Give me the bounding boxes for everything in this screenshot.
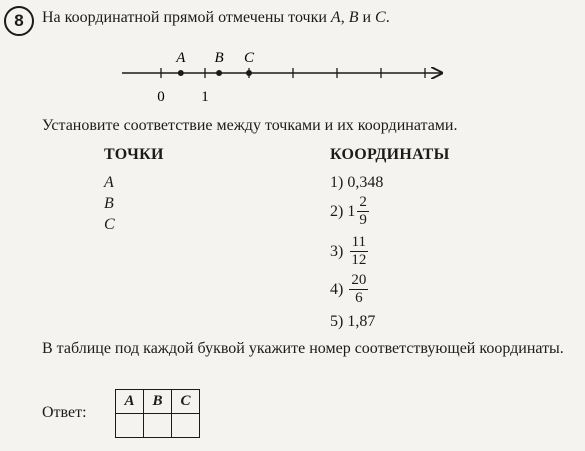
answer-header-c: C (172, 390, 200, 414)
coord-option-3-fraction (349, 234, 368, 269)
coord-option-2-label: 2) (330, 202, 344, 220)
task-point-a: A (330, 9, 341, 26)
answer-table-input-row (116, 414, 200, 438)
tick-label-1: 1 (201, 89, 209, 105)
task-sep2: и (358, 9, 376, 26)
coord-option-1-label: 1) (330, 174, 344, 191)
coord-option-5-value: 1,87 (347, 313, 376, 330)
number-line (120, 45, 460, 107)
number-line-tick-labels (157, 89, 209, 105)
coord-option-3-numerator: 11 (351, 234, 367, 250)
point-marker-b (216, 70, 222, 76)
answer-cell-b[interactable] (144, 414, 172, 438)
task-sep1: , (340, 9, 349, 26)
answer-header-b: B (144, 390, 172, 414)
coord-option-2-denominator: 9 (359, 212, 367, 228)
point-label-c: C (243, 50, 255, 66)
coord-option-2-fraction (357, 194, 369, 229)
coord-option-5 (330, 313, 375, 331)
coord-option-5-label: 5) (330, 313, 344, 330)
answer-label: Ответ: (42, 404, 87, 421)
task-point-b: B (348, 9, 359, 26)
coord-option-2-numerator: 2 (359, 194, 367, 210)
coord-option-4-fraction (349, 272, 368, 307)
coord-option-3-denominator: 12 (351, 252, 367, 268)
coord-option-4 (330, 272, 368, 307)
answer-table-header-row (116, 390, 200, 414)
answer-cell-c[interactable] (172, 414, 200, 438)
point-item-c: C (104, 216, 115, 233)
coord-option-3-label: 3) (330, 242, 344, 260)
coord-option-3 (330, 234, 368, 269)
point-item-a: A (104, 174, 114, 191)
task-end: . (385, 9, 390, 26)
bottom-instruction: В таблице под каждой буквой укажите номер соответствующей координаты. (42, 340, 564, 357)
points-header: ТОЧКИ (104, 146, 164, 163)
instruction: Установите соответствие между точками и их координатами. (42, 117, 458, 134)
answer-cell-a[interactable] (116, 414, 144, 438)
point-marker-a (178, 70, 184, 76)
coord-option-1 (330, 174, 383, 192)
task-point-c: C (375, 9, 386, 26)
answer-header-a: A (116, 390, 144, 414)
point-label-b: B (214, 50, 224, 66)
point-marker-c (246, 70, 252, 76)
task-text: На координатной прямой отмечены точки (42, 9, 331, 26)
tick-label-0: 0 (157, 89, 165, 105)
task-statement (42, 9, 390, 27)
coord-option-4-denominator: 6 (355, 290, 363, 306)
coord-option-2-whole: 1 (347, 202, 356, 220)
coord-option-4-numerator: 20 (351, 272, 367, 288)
coord-option-2 (330, 194, 369, 229)
number-line-point-labels (175, 50, 255, 66)
point-label-a: A (176, 50, 186, 66)
coord-option-1-value: 0,348 (347, 174, 384, 191)
coords-header: КООРДИНАТЫ (330, 146, 450, 163)
coord-option-4-label: 4) (330, 280, 344, 298)
task-number: 8 (4, 6, 34, 36)
point-item-b: B (104, 195, 114, 212)
answer-table (115, 389, 200, 438)
